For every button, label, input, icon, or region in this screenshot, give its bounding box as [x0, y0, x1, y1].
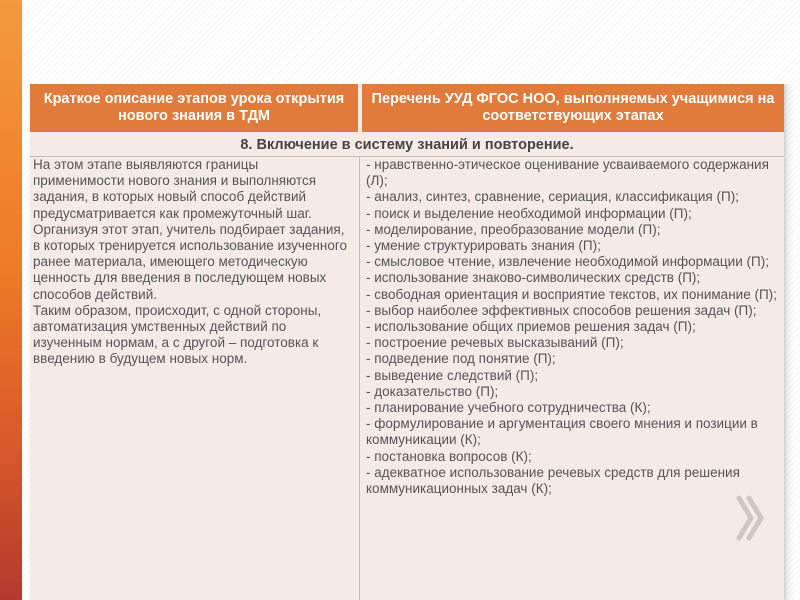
list-item: - поиск и выделение необходимой информации (П); — [366, 205, 692, 221]
list-item: - выведение следствий (П); — [366, 367, 539, 383]
list-item: - формулирование и аргументация своего мнения и позиции в коммуникации (К); — [366, 416, 758, 448]
accent-bar — [0, 0, 22, 600]
description-paragraph: На этом этапе выявляются границы применимости нового знания и выполняются задания, в которых новый способ действий предусматривается как промежуточный шаг. — [33, 157, 316, 221]
list-item: - свободная ориентация и восприятие текстов, их понимание (П); — [366, 286, 777, 302]
list-item: - умение структурировать знания (П); — [366, 238, 601, 254]
list-item: - использование общих приемов решения задач (П); — [366, 319, 696, 335]
content-table — [30, 84, 784, 600]
list-item: - подведение под понятие (П); — [366, 351, 556, 367]
list-item: - нравственно-этическое оценивание усваиваемого содержания (Л); — [366, 157, 769, 189]
list-item: - адекватное использование речевых средств для решения коммуникационных задач (К); — [366, 464, 740, 497]
list-item: - анализ, синтез, сравнение, сериация, классификация (П); — [366, 189, 739, 205]
section-title: 8. Включение в систему знаний и повторение. — [30, 134, 784, 157]
description-paragraph: Организуя этот этап, учитель подбирает задания, в которых тренируется использование изученного ранее материала, имеющего методическую ценность для введения в последующем новых способов действий. — [33, 221, 347, 302]
stage-description — [33, 157, 353, 368]
chevron-right-icon[interactable] — [732, 492, 766, 544]
header-cell-uud: Перечень УУД ФГОС НОО, выполняемых учащимися на соответствующих этапах — [371, 91, 775, 124]
column-divider — [359, 157, 360, 600]
list-item: - смысловое чтение, извлечение необходимой информации (П); — [366, 254, 769, 270]
list-item: - планирование учебного сотрудничества (К); — [366, 400, 651, 416]
list-item: - использование знаково-символических средств (П); — [366, 270, 701, 286]
list-item: - моделирование, преобразование модели (П); — [366, 221, 661, 237]
header-cell-stages: Краткое описание этапов урока открытия нового знания в ТДМ — [43, 91, 345, 124]
slide-shadow — [784, 84, 794, 600]
list-item: - выбор наиболее эффективных способов решения задач (П); — [366, 302, 757, 318]
list-item: - построение речевых высказываний (П); — [366, 335, 624, 351]
list-item: - постановка вопросов (К); — [366, 448, 532, 464]
table-header — [30, 84, 784, 132]
uud-list — [366, 157, 778, 497]
list-item: - доказательство (П); — [366, 383, 499, 399]
description-paragraph: Таким образом, происходит, с одной стороны, автоматизация умственных действий по изученным нормам, а с другой – подготовка к введению в будущем новых норм. — [33, 302, 322, 367]
